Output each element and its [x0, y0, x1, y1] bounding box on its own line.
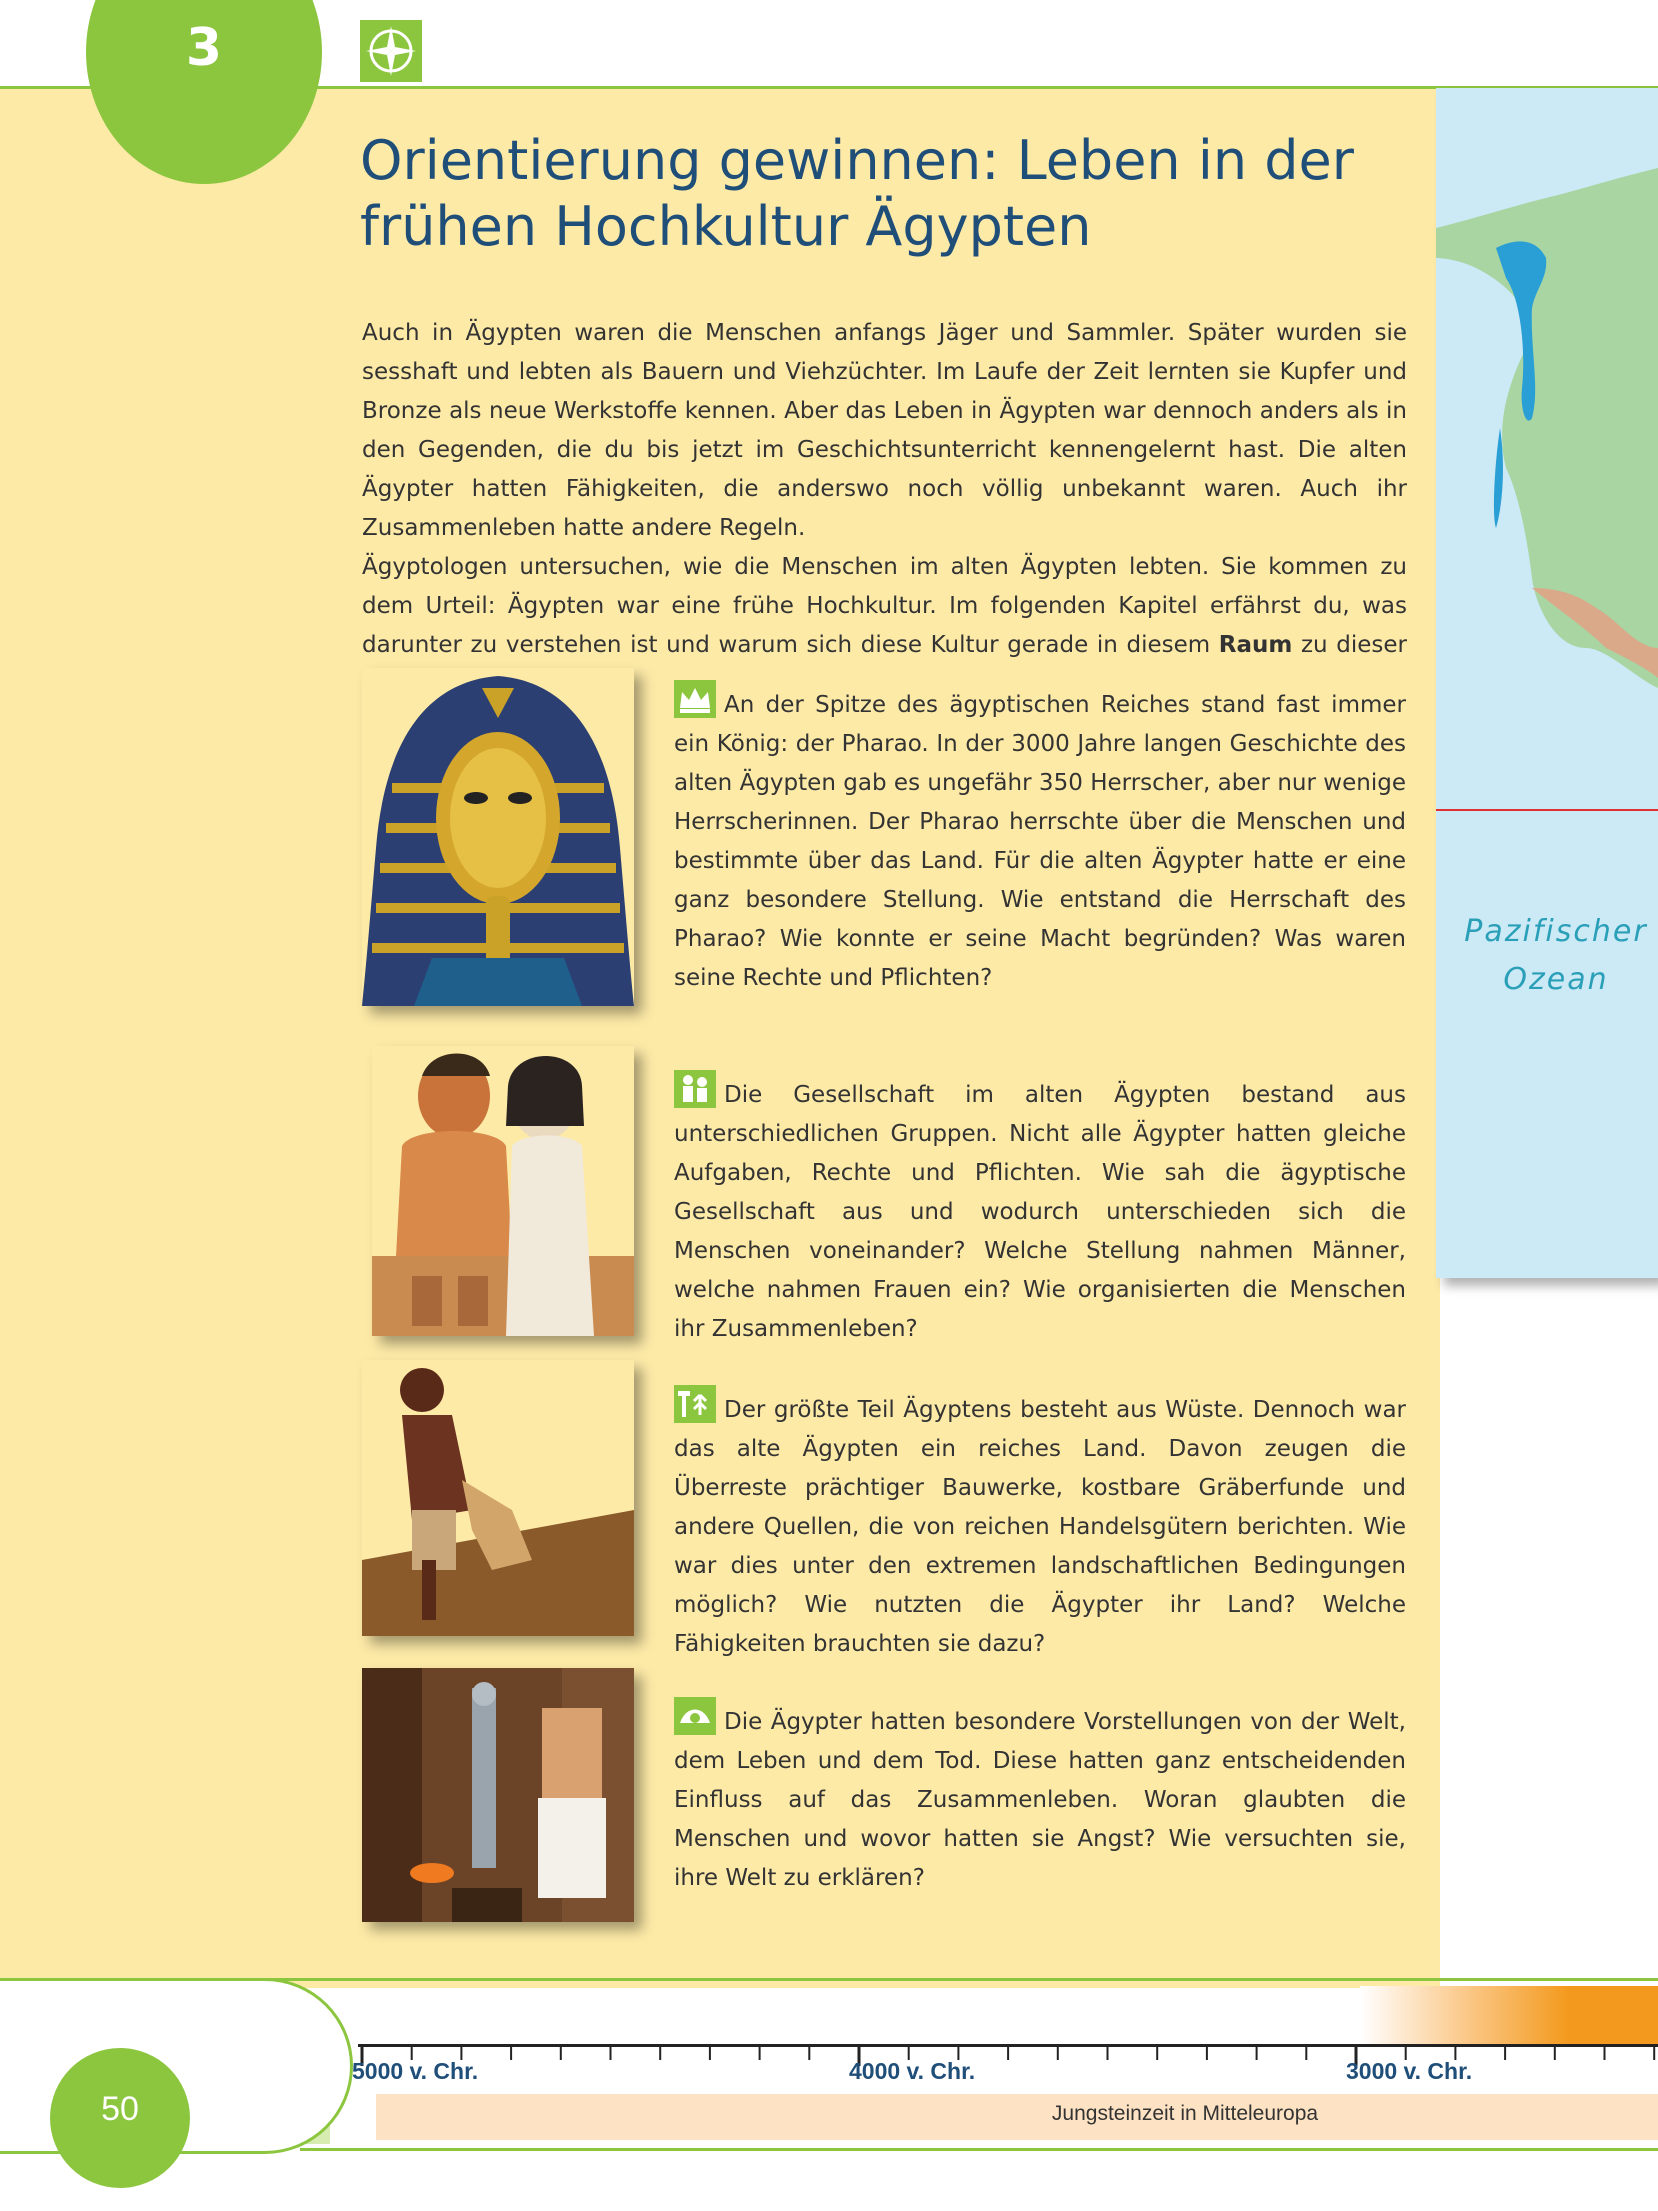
section-pharaoh-text: An der Spitze des ägyptischen Reiches stand fast immer ein König: der Pharao. In der 3000 Jahre langen Geschichte des alten Ägypten gab es ungefähr 350 Herrscher, aber nur wenige Herrscherinnen. Der Pharao herrschte über die Menschen und bestimmte über das Land. Für die alten Ägypter hatte er eine ganz besondere Stellung. Wie entstand die Herrschaft des Pharao? Wie konnte er seine Macht begründen? Was waren seine Rechte und Pflichten?	[674, 692, 1406, 991]
temple-ritual-image	[362, 1668, 634, 1922]
chapter-number: 3	[185, 18, 223, 78]
timeline-year-4000: 4000 v. Chr.	[849, 2058, 976, 2084]
tools-icon	[674, 1385, 716, 1423]
intro-p2-start: Ägyptologen untersuchen, wie die Menschen im alten Ägypten lebten. Sie kommen zu dem Urteil: Ägypten war eine frühe Hochkultur. Im folgenden Kapitel erfährst du, was darunter zu verstehen ist und warum sich diese Kultur gerade in diesem	[362, 554, 1407, 658]
timeline-bottom-line	[300, 2148, 1658, 2151]
statue-couple-image	[372, 1046, 634, 1336]
ocean-label	[1436, 908, 1658, 1004]
intro-paragraph-1: Auch in Ägypten waren die Menschen anfangs Jäger und Sammler. Später wurden sie sesshaft und lebten als Bauern und Viehzüchter. Im Laufe der Zeit lernten sie Kupfer und Bronze als neue Werkstoffe kennen. Aber das Leben in Ägypten war dennoch anders als in den Gegenden, die du bis jetzt im Geschichtsunterricht kennengelernt hast. Die alten Ägypter hatten Fähigkeiten, die anderswo noch völlig unbekannt waren. Auch ihr Zusammenleben hatte andere Regeln.	[362, 320, 1407, 541]
section-religion-text: Die Ägypter hatten besondere Vorstellungen von der Welt, dem Leben und dem Tod. Diese hatten ganz entscheidenden Einfluss auf das Zusammenleben. Woran glaubten die Menschen und wovor hatten sie Angst? Wie versuchten sie, ihre Welt zu erklären?	[674, 1709, 1406, 1891]
timeline-epoch-label: Jungsteinzeit in Mitteleuropa	[1051, 2102, 1319, 2125]
intro-p2-mid: zu dieser	[1292, 632, 1407, 658]
section-land	[674, 1385, 1406, 1664]
title-line-2: frühen Hochkultur Ägypten	[360, 195, 1092, 258]
eye-icon	[674, 1697, 716, 1735]
section-society-text: Die Gesellschaft im alten Ägypten bestand aus unterschiedlichen Gruppen. Nicht alle Ägypter hatten gleiche Aufgaben, Rechte und Pflichten. Wie sah die ägyptische Gesellschaft aus und wodurch unterschieden sich die Menschen voneinander? Welche Stellung nahmen Männer, welche nahmen Frauen ein? Wie organisierten die Menschen ihr Zusammenleben?	[674, 1082, 1406, 1342]
world-map	[1436, 88, 1658, 1278]
people-icon	[674, 1070, 716, 1108]
section-religion	[674, 1697, 1406, 1898]
page-number: 50	[101, 2090, 139, 2128]
timeline-year-5000: 5000 v. Chr.	[352, 2058, 479, 2084]
section-pharaoh	[674, 680, 1406, 998]
farmer-figure-image	[362, 1360, 634, 1636]
page-title	[360, 128, 1380, 260]
section-society	[674, 1070, 1406, 1349]
section-land-text: Der größte Teil Ägyptens besteht aus Wüste. Dennoch war das alte Ägypten ein reiches Land. Davon zeugen die Überreste prächtiger Bauwerke, kostbare Gräberfunde und andere Quellen, die von reichen Handelsgütern berichten. Wie war dies unter den extremen landschaftlichen Bedingungen möglich? Wie nutzten die Ägypter ihr Land? Welche Fähigkeiten brauchten sie dazu?	[674, 1397, 1406, 1657]
title-line-1: Orientierung gewinnen: Leben in der	[360, 129, 1354, 192]
intro-text	[362, 314, 1407, 704]
ocean-label-line-1: Pazifischer	[1464, 914, 1648, 949]
ocean-label-line-2: Ozean	[1503, 962, 1609, 997]
timeline-year-3000: 3000 v. Chr.	[1346, 2058, 1473, 2084]
pharaoh-mask-image	[362, 668, 634, 1006]
crown-icon	[674, 680, 716, 718]
keyword-raum: Raum	[1218, 632, 1293, 658]
compass-icon	[360, 20, 422, 82]
timeline-top-line	[240, 1978, 1658, 1981]
